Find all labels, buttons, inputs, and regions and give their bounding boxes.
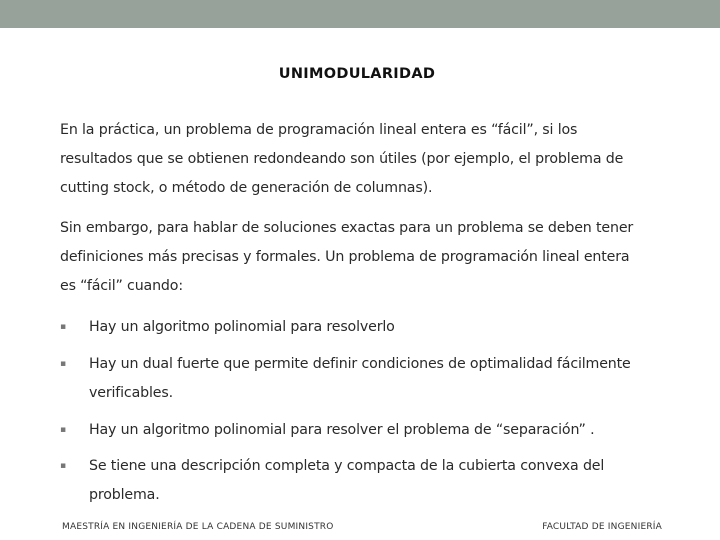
bullet-text: [89, 452, 604, 510]
bullet-text: [89, 313, 395, 342]
bullet-line: Hay un algoritmo polinomial para resolver el problema de “separación” .: [89, 422, 595, 438]
top-accent-bar: [0, 0, 720, 28]
bullet-square-icon: ▪: [60, 322, 66, 332]
bullet-line: Hay un algoritmo polinomial para resolverlo: [89, 319, 395, 335]
bullet-text: [89, 350, 631, 408]
paragraph-line: es “fácil” cuando:: [60, 278, 183, 294]
bullet-line: problema.: [89, 487, 160, 503]
bullet-line: verificables.: [89, 385, 173, 401]
paragraph-line: resultados que se obtienen redondeando son útiles (por ejemplo, el problema de: [60, 151, 624, 167]
paragraph-line: definiciones más precisas y formales. Un problema de programación lineal entera: [60, 249, 630, 265]
paragraph-intro: [60, 116, 660, 203]
bullet-square-icon: ▪: [60, 425, 66, 435]
paragraph-line: cutting stock, o método de generación de columnas).: [60, 180, 433, 196]
paragraph-definition: [60, 214, 660, 301]
paragraph-line: Sin embargo, para hablar de soluciones exactas para un problema se deben tener: [60, 220, 634, 236]
paragraph-line: En la práctica, un problema de programación lineal entera es “fácil”, si los: [60, 122, 578, 138]
footer-faculty-name: FACULTAD DE INGENIERÍA: [542, 522, 662, 532]
bullet-square-icon: ▪: [60, 359, 66, 369]
bullet-square-icon: ▪: [60, 461, 66, 471]
bullet-text: [89, 416, 594, 445]
bullet-line: Hay un dual fuerte que permite definir condiciones de optimalidad fácilmente: [89, 356, 631, 372]
footer-program-name: MAESTRÍA EN INGENIERÍA DE LA CADENA DE SUMINISTRO: [62, 522, 334, 532]
bullet-line: Se tiene una descripción completa y compacta de la cubierta convexa del: [89, 458, 605, 474]
slide-title: UNIMODULARIDAD: [278, 66, 436, 82]
